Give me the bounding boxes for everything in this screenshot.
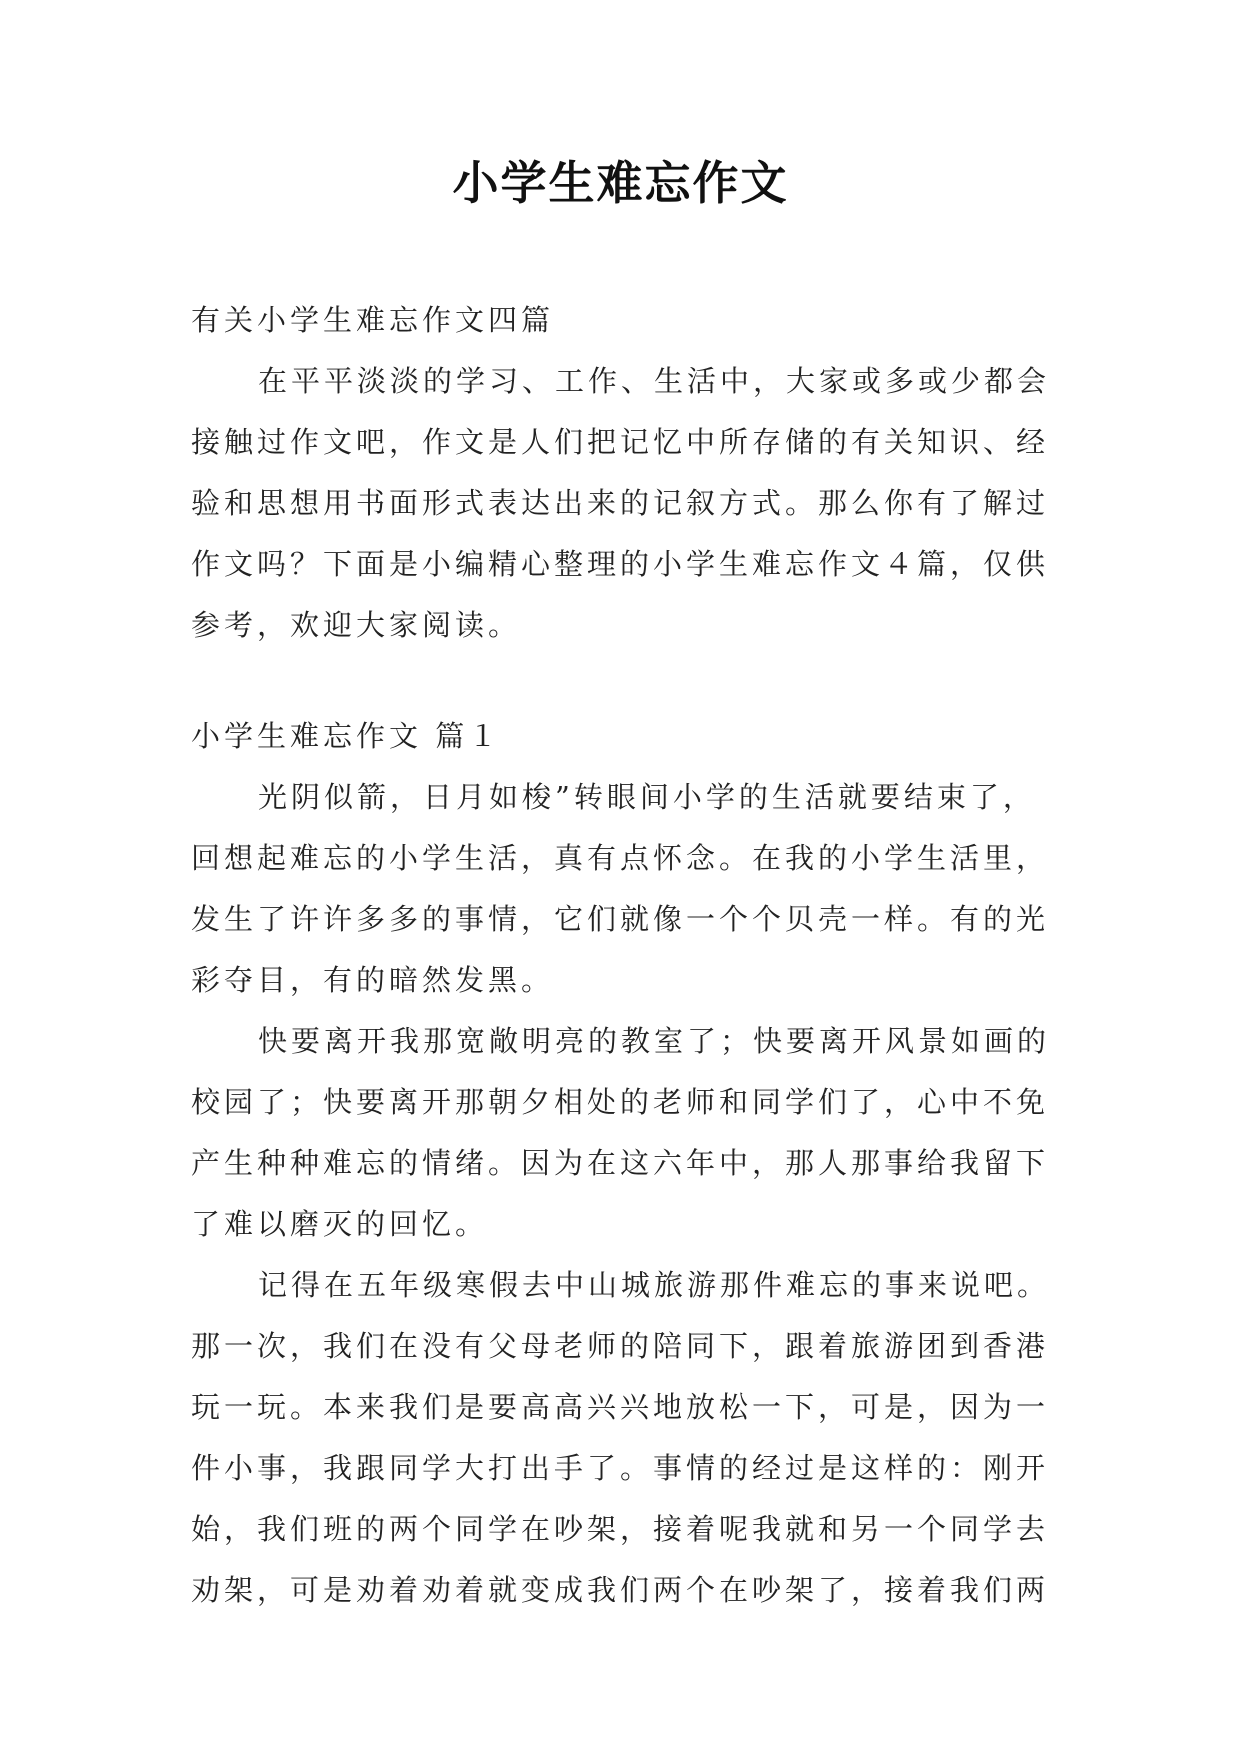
text-line: 玩一玩。本来我们是要高高兴兴地放松一下，可是，因为一 [191,1390,1050,1424]
text-line: 产生种种难忘的情绪。因为在这六年中，那人那事给我留下 [191,1146,1050,1180]
text-line: 接触过作文吧，作文是人们把记忆中所存储的有关知识、经 [191,425,1050,459]
text-line: 劝架，可是劝着劝着就变成我们两个在吵架了，接着我们两 [191,1573,1050,1607]
text-line: 校园了；快要离开那朝夕相处的老师和同学们了，心中不免 [191,1085,1050,1119]
text-line: 验和思想用书面形式表达出来的记叙方式。那么你有了解过 [191,486,1050,520]
document-body [191,290,1061,1621]
text-line: 了难以磨灭的回忆。 [191,1207,489,1241]
subtitle: 有关小学生难忘作文四篇 [191,303,555,337]
text-line: 记得在五年级寒假去中山城旅游那件难忘的事来说吧。 [258,1268,1051,1302]
text-line: 件小事，我跟同学大打出手了。事情的经过是这样的：刚开 [191,1451,1050,1485]
section-heading: 小学生难忘作文 篇１ [191,719,502,753]
intro-paragraph [191,351,1061,656]
paragraph [191,767,1061,1011]
paragraph [191,1011,1061,1255]
text-line: 彩夺目，有的暗然发黑。 [191,963,555,997]
text-line: 作文吗？下面是小编精心整理的小学生难忘作文４篇，仅供 [191,547,1050,581]
document-title: 小学生难忘作文 [452,156,789,210]
text-line: 那一次，我们在没有父母老师的陪同下，跟着旅游团到香港 [191,1329,1050,1363]
section-spacer [191,656,1061,706]
text-line: 在平平淡淡的学习、工作、生活中，大家或多或少都会 [258,364,1051,398]
text-line: 始，我们班的两个同学在吵架，接着呢我就和另一个同学去 [191,1512,1050,1546]
text-line: 回想起难忘的小学生活，真有点怀念。在我的小学生活里， [191,841,1050,875]
text-line: 快要离开我那宽敞明亮的教室了；快要离开风景如画的 [258,1024,1051,1058]
text-line: 光阴似箭，日月如梭”转眼间小学的生活就要结束了， [258,780,1036,814]
text-line: 发生了许许多多的事情，它们就像一个个贝壳一样。有的光 [191,902,1050,936]
paragraph [191,1255,1061,1621]
text-line: 参考，欢迎大家阅读。 [191,608,522,642]
